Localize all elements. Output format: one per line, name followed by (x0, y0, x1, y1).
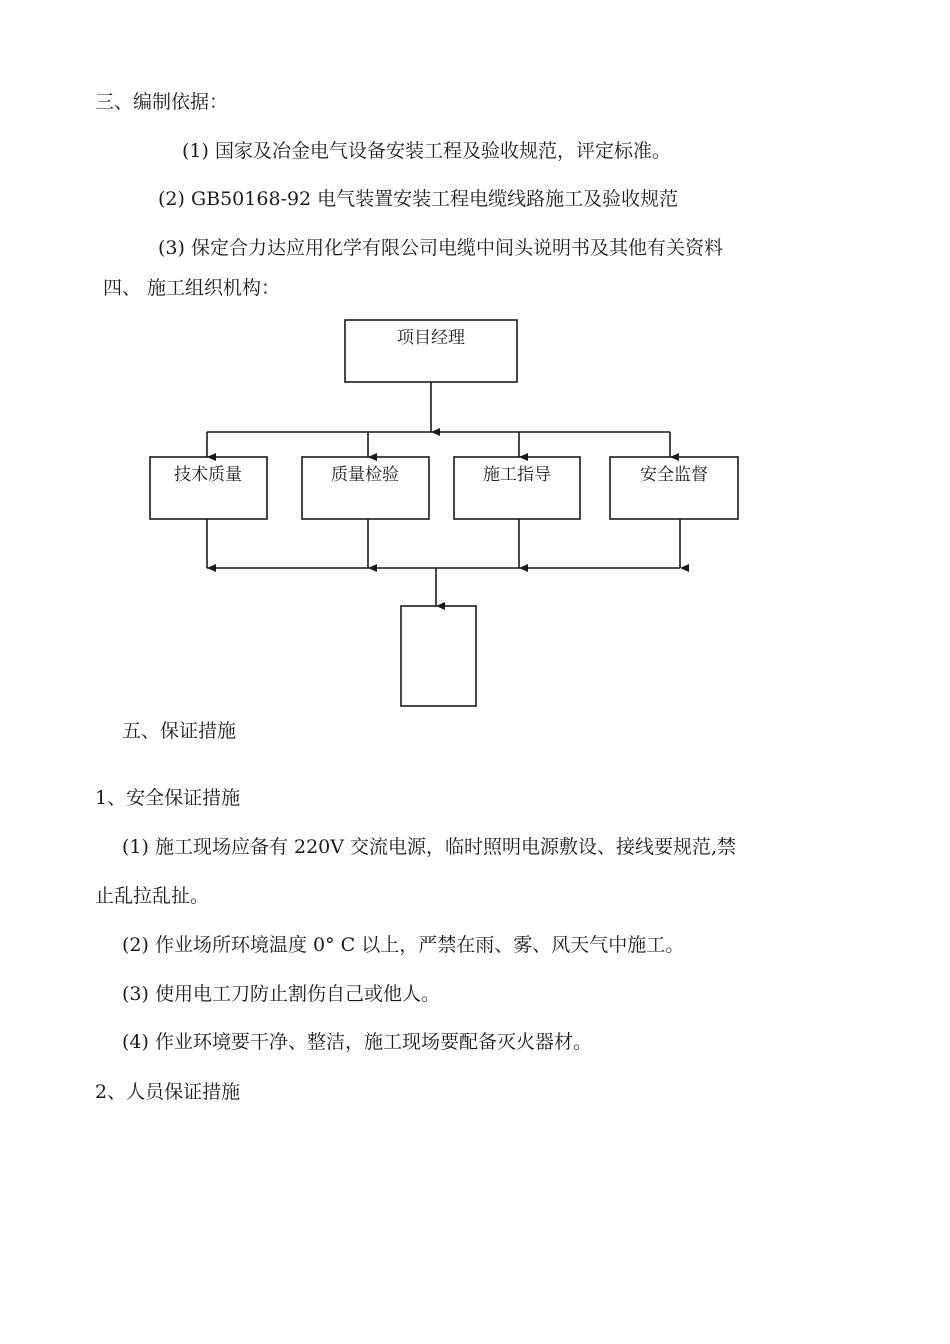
sub1-heading: 1、安全保证措施 (95, 787, 241, 809)
sub1-item1-line1: (1) 施工现场应备有 220V 交流电源，临时照明电源敷设、接线要规范,禁 (122, 836, 737, 858)
sub2-heading: 2、人员保证措施 (95, 1081, 241, 1103)
org-branch-label-2: 质量检验 (331, 465, 399, 485)
section3-item-2: (2) GB50168-92 电气装置安装工程电缆线路施工及验收规范 (158, 188, 679, 210)
org-branch-label-4: 安全监督 (640, 465, 708, 485)
section3-item-1: (1) 国家及冶金电气设备安装工程及验收规范，评定标准。 (182, 140, 671, 162)
org-branch-label-1: 技术质量 (174, 465, 242, 485)
sub1-item3: (3) 使用电工刀防止割伤自己或他人。 (122, 983, 440, 1005)
sub1-item4: (4) 作业环境要干净、整洁，施工现场要配备灭火器材。 (122, 1031, 592, 1053)
org-top-label: 项目经理 (397, 328, 465, 348)
section3-item-3: (3) 保定合力达应用化学有限公司电缆中间头说明书及其他有关资料 (158, 237, 723, 259)
section3-heading: 三、编制依据： (95, 91, 229, 113)
section4-heading: 四、 施工组织机构： (103, 277, 281, 299)
section5-heading: 五、保证措施 (122, 720, 237, 742)
sub1-item1-line2: 止乱拉乱扯。 (95, 885, 210, 907)
sub1-item2: (2) 作业场所环境温度 0° C 以上，严禁在雨、雾、风天气中施工。 (122, 934, 685, 956)
org-branch-label-3: 施工指导 (483, 465, 551, 485)
org-bottom-box (401, 606, 476, 706)
